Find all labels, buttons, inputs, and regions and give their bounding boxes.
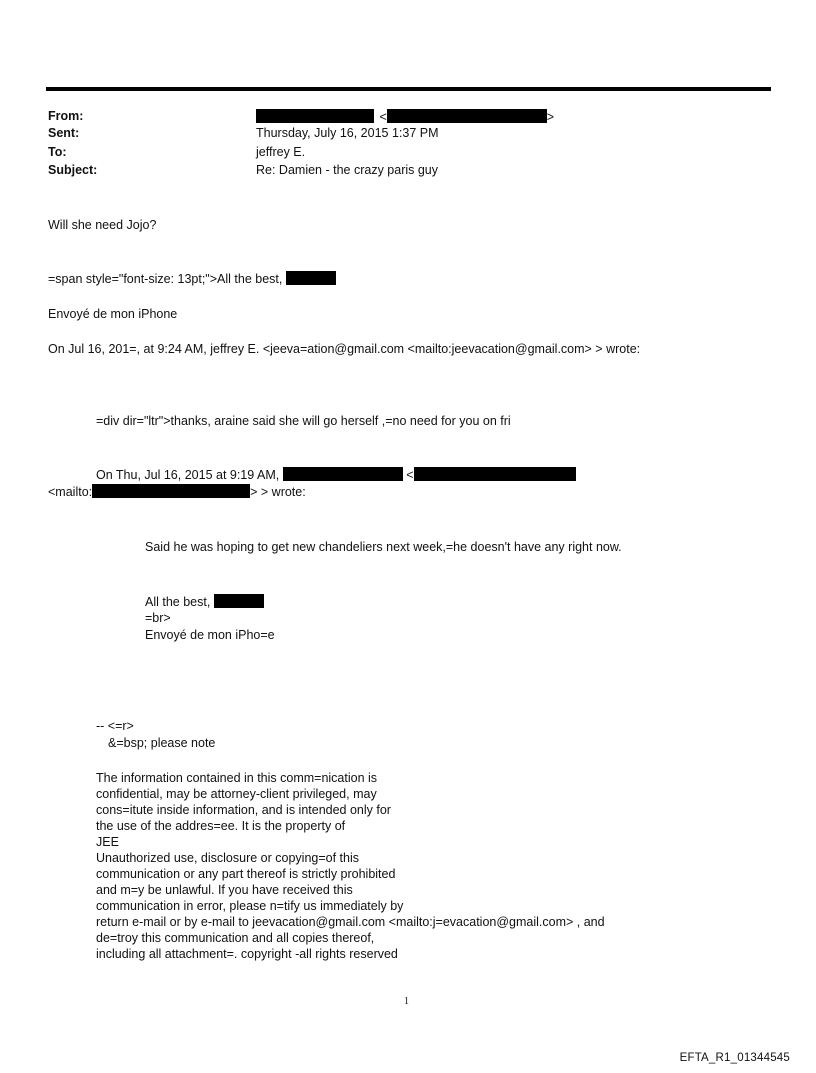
from-label: From:	[48, 109, 84, 123]
to-label: To:	[48, 145, 67, 159]
quote-header-cont	[48, 484, 306, 500]
disclaimer-line: The information contained in this comm=nication is	[96, 771, 378, 785]
quote-header-text: On Thu, Jul 16, 2015 at 9:19 AM,	[96, 468, 280, 482]
disclaimer-line: Unauthorized use, disclosure or copying=of this	[96, 851, 359, 865]
wrote-text: > > wrote:	[250, 485, 306, 499]
disclaimer-line: JEE	[96, 835, 119, 849]
signoff-text: All the best,	[145, 595, 211, 609]
redaction-block	[414, 467, 576, 481]
disclaimer-line: including all attachment=. copyright -all rights reserved	[96, 947, 398, 961]
redaction-block	[286, 271, 336, 285]
body-line	[48, 271, 336, 287]
disclaimer-line: confidential, may be attorney-client privileged, may	[96, 787, 377, 801]
disclaimer-line: de=troy this communication and all copies thereof,	[96, 931, 375, 945]
disclaimer-line: and m=y be unlawful. If you have received this	[96, 883, 353, 897]
redaction-block	[283, 467, 403, 481]
footer-document-id: EFTA_R1_01344545	[679, 1052, 790, 1064]
disclaimer-line: return e-mail or by e-mail to jeevacation@gmail.com <mailto:j=evacation@gmail.com> , and	[96, 915, 605, 929]
body-line: -- <=r>	[96, 719, 134, 733]
body-line: Will she need Jojo?	[48, 218, 157, 232]
body-line: =div dir="ltr">thanks, araine said she will go herself ,=no need for you on fri	[96, 414, 511, 428]
page-number: 1	[404, 996, 409, 1007]
redaction-block	[92, 484, 250, 498]
redaction-block	[214, 594, 264, 608]
mailto-text: <mailto:	[48, 485, 93, 499]
disclaimer-line: cons=itute inside information, and is intended only for	[96, 803, 391, 817]
to-value: jeffrey E.	[256, 145, 306, 159]
body-line: Envoyé de mon iPhone	[48, 307, 178, 321]
from-gt: >	[546, 110, 555, 124]
disclaimer-line: communication in error, please n=tify us immediately by	[96, 899, 404, 913]
body-line: =br>	[145, 611, 171, 625]
subject-label: Subject:	[48, 163, 98, 177]
disclaimer-line: communication or any part thereof is strictly prohibited	[96, 867, 396, 881]
body-line: &=bsp; please note	[108, 736, 216, 750]
header-rule	[46, 87, 771, 91]
disclaimer-line: the use of the addres=ee. It is the property of	[96, 819, 346, 833]
from-value	[256, 109, 554, 125]
body-line: Said he was hoping to get new chandeliers next week,=he doesn't have any right now.	[145, 540, 622, 554]
quote-header	[96, 467, 576, 483]
quote-header: On Jul 16, 201=, at 9:24 AM, jeffrey E. <jeeva=ation@gmail.com <mailto:jeevacation@gmail.com> > wrote:	[48, 342, 641, 356]
redaction-block	[387, 109, 547, 123]
quote-lt: <	[406, 468, 414, 482]
sent-label: Sent:	[48, 126, 80, 140]
subject-value: Re: Damien - the crazy paris guy	[256, 163, 439, 177]
from-lt: <	[379, 110, 387, 124]
redaction-block	[256, 109, 374, 123]
sent-value: Thursday, July 16, 2015 1:37 PM	[256, 126, 439, 140]
body-line: Envoyé de mon iPho=e	[145, 628, 275, 642]
signoff-text: =span style="font-size: 13pt;">All the best,	[48, 272, 283, 286]
body-line	[145, 594, 264, 610]
